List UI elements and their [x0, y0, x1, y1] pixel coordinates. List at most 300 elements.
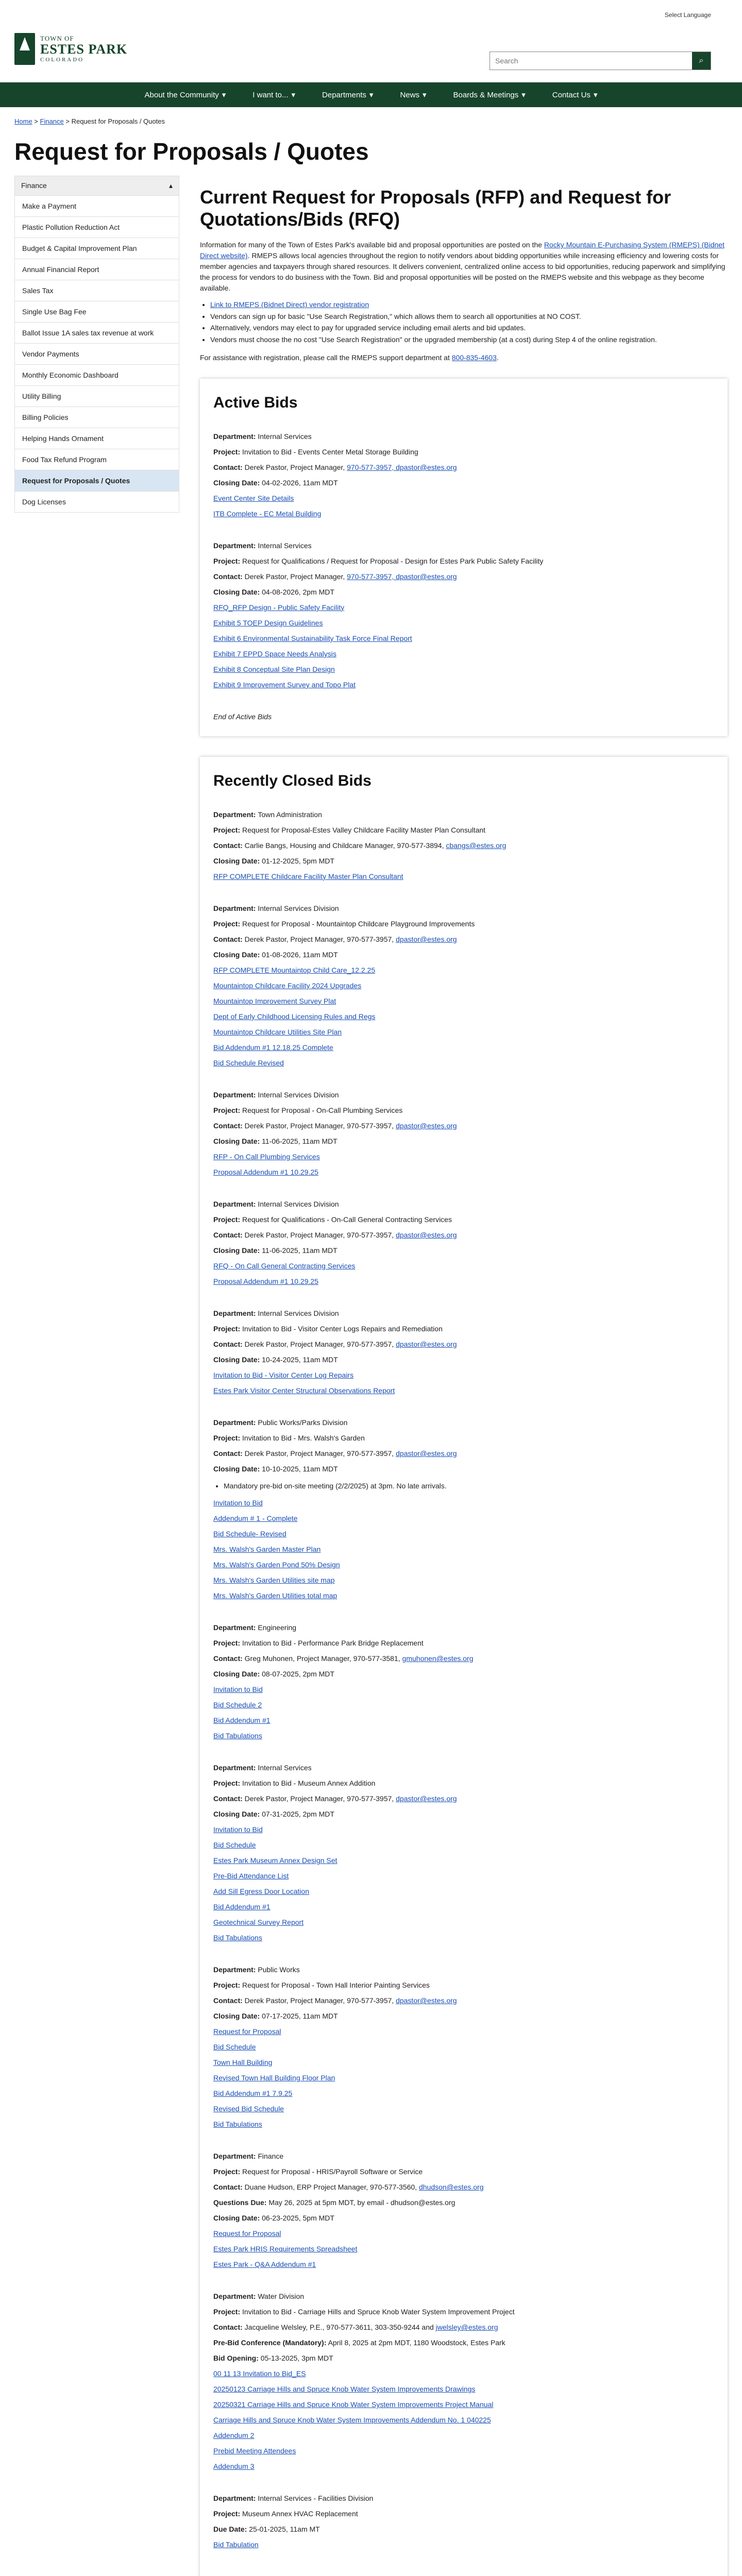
- nav-item-label: Contact Us: [552, 90, 591, 99]
- bid-document-link[interactable]: Geotechnical Survey Report: [213, 1918, 304, 1927]
- bid-contact: [213, 1996, 714, 2005]
- intro-heading: Current Request for Proposals (RFP) and Request for Quotations/Bids (RFQ): [200, 187, 671, 230]
- bid-project-value: Museum Annex HVAC Replacement: [242, 2510, 358, 2518]
- bid-entry: [213, 810, 714, 880]
- bid-entry: [213, 2494, 714, 2549]
- bid-date: [213, 2525, 714, 2533]
- assist-phone-link[interactable]: 800-835-4603: [451, 353, 497, 362]
- bid-project-label: Project:: [213, 556, 243, 565]
- bid-date-value: 05-13-2025, 3pm MDT: [260, 2354, 333, 2363]
- bid-contact: [213, 2183, 714, 2191]
- bid-document-link[interactable]: Exhibit 9 Improvement Survey and Topo Plat: [213, 680, 356, 689]
- sidebar-item[interactable]: Monthly Economic Dashboard: [14, 365, 179, 386]
- nav-item[interactable]: [309, 82, 386, 107]
- bid-department-label: Department:: [213, 810, 258, 819]
- bid-contact-label: Contact:: [213, 1449, 245, 1458]
- bid-date: [213, 2354, 714, 2362]
- bid-department: [213, 2292, 714, 2300]
- bid-document-link[interactable]: Bid Schedule Revised: [213, 1058, 284, 1067]
- bid-date-label: Closing Date:: [213, 1246, 260, 1255]
- bid-project: [213, 1325, 714, 1333]
- bid-document-link[interactable]: Mrs. Walsh's Garden Pond 50% Design: [213, 1561, 340, 1569]
- bid-department-value: Internal Services: [258, 541, 312, 550]
- sidebar-item[interactable]: Helping Hands Ornament: [14, 428, 179, 449]
- bid-contact-link[interactable]: dpastor@estes.org: [396, 1121, 457, 1130]
- bid-date-label: Closing Date:: [213, 1464, 260, 1473]
- bid-date-label: Closing Date:: [213, 950, 260, 959]
- bid-department-value: Internal Services Division: [258, 1309, 339, 1317]
- bid-document-link[interactable]: Addendum # 1 - Complete: [213, 1514, 298, 1523]
- bid-entry: [213, 1309, 714, 1395]
- bid-entry: [213, 432, 714, 518]
- bid-date-label: Closing Date:: [213, 2214, 260, 2223]
- bid-note: • Mandatory pre-bid on-site meeting (2/2/2025) at 3pm. No late arrivals.: [224, 1480, 714, 1492]
- bid-department: [213, 1200, 714, 1208]
- bid-document-link[interactable]: RFQ_RFP Design - Public Safety Facility: [213, 603, 345, 612]
- bid-project-value: Request for Qualifications / Request for Proposal - Design for Estes Park Public Safety Facility: [242, 556, 544, 565]
- bid-date: [213, 2214, 714, 2222]
- bid-contact-link[interactable]: dpastor@estes.org: [396, 1449, 457, 1458]
- bid-department: [213, 904, 714, 912]
- bid-department: [213, 1623, 714, 1632]
- bid-document-link[interactable]: Bid Addendum #1 7.9.25: [213, 2089, 293, 2098]
- bid-contact-label: Contact:: [213, 841, 245, 850]
- sidebar-item[interactable]: Request for Proposals / Quotes: [14, 470, 179, 492]
- bid-project-value: Invitation to Bid - Events Center Metal Storage Building: [242, 447, 418, 456]
- bid-department-label: Department:: [213, 2292, 258, 2301]
- nav-item[interactable]: [239, 82, 309, 107]
- bid-department-label: Department:: [213, 1764, 258, 1772]
- bid-document-link[interactable]: Town Hall Building: [213, 2058, 273, 2067]
- bid-project-value: Request for Proposal - Town Hall Interior Painting Services: [242, 1981, 430, 1990]
- site-logo[interactable]: [14, 33, 127, 65]
- bid-document-link[interactable]: Exhibit 5 TOEP Design Guidelines: [213, 618, 323, 627]
- bid-date-label: Closing Date:: [213, 587, 260, 596]
- intro-bullets: [210, 299, 728, 345]
- search-input[interactable]: [490, 52, 692, 70]
- bid-document-link[interactable]: Exhibit 7 EPPD Space Needs Analysis: [213, 649, 336, 658]
- intro-bullet: [210, 322, 728, 333]
- bid-document-link[interactable]: Addendum 3: [213, 2462, 255, 2471]
- bid-entry: [213, 1091, 714, 1176]
- bid-document-link[interactable]: ITB Complete - EC Metal Building: [213, 509, 322, 518]
- bid-date-value: 04-02-2026, 11am MDT: [262, 478, 338, 487]
- bid-project: [213, 448, 714, 456]
- bid-project-label: Project:: [213, 919, 243, 928]
- bid-document-link[interactable]: Estes Park Visitor Center Structural Observations Report: [213, 1386, 395, 1395]
- bid-document-link[interactable]: Bid Addendum #1: [213, 1903, 271, 1911]
- active-bids-title: Active Bids: [213, 394, 298, 411]
- bid-document-link[interactable]: Event Center Site Details: [213, 494, 294, 502]
- bid-document-link[interactable]: Request for Proposal: [213, 2027, 281, 2036]
- sidebar: [14, 176, 179, 2576]
- bid-document-link[interactable]: Bid Tabulation: [213, 2540, 259, 2549]
- breadcrumb-current: Request for Proposals / Quotes: [71, 117, 165, 125]
- breadcrumb-home[interactable]: Home: [14, 117, 32, 125]
- bid-date-value: 11-06-2025, 11am MDT: [262, 1137, 338, 1145]
- bid-contact-link[interactable]: gmuhonen@estes.org: [402, 1654, 474, 1663]
- bid-date-value: 25-01-2025, 11am MT: [249, 2525, 320, 2534]
- bid-date: [213, 1137, 714, 1145]
- bid-department-value: Internal Services Division: [258, 904, 339, 912]
- bid-contact-value: Derek Pastor, Project Manager, 970-577-3957,: [244, 1449, 396, 1458]
- sidebar-item[interactable]: Utility Billing: [14, 386, 179, 407]
- main-nav: [0, 82, 742, 107]
- intro-bullet-text: Alternatively, vendors may elect to pay for upgraded service including email alerts and bid updates.: [210, 324, 526, 332]
- bid-contact-link[interactable]: dpastor@estes.org: [396, 1996, 457, 2005]
- logo-top-text: TOWN OF: [40, 34, 74, 42]
- chevron-down-icon: ▾: [422, 91, 427, 99]
- bid-department-label: Department:: [213, 2152, 258, 2161]
- bid-department: [213, 1764, 714, 1772]
- bid-contact-link[interactable]: 970-577-3957, dpastor@estes.org: [347, 572, 457, 581]
- chevron-down-icon: ▾: [222, 91, 226, 99]
- sidebar-item[interactable]: Dog Licenses: [14, 492, 179, 513]
- nav-item-label: Departments: [322, 90, 366, 99]
- bid-contact-value: Derek Pastor, Project Manager, 970-577-3957,: [244, 935, 396, 943]
- bid-department-value: Water Division: [258, 2292, 305, 2301]
- bid-date-label: Closing Date:: [213, 478, 260, 487]
- chevron-down-icon: ▾: [369, 91, 374, 99]
- bid-project: [213, 1639, 714, 1647]
- bid-document-link[interactable]: Bid Tabulations: [213, 2120, 262, 2129]
- bid-contact-label: Contact:: [213, 572, 245, 581]
- bid-document-link[interactable]: Invitation to Bid - Visitor Center Log Repairs: [213, 1370, 354, 1379]
- bid-contact-value: Duane Hudson, ERP Project Manager, 970-577-3560,: [244, 2183, 419, 2192]
- nav-item[interactable]: [440, 82, 538, 107]
- search-box: [490, 52, 711, 70]
- bid-date-label: Closing Date:: [213, 1137, 260, 1145]
- bid-project-label: Project:: [213, 825, 243, 834]
- bid-contact-label: Contact:: [213, 2183, 245, 2192]
- bid-document-link[interactable]: 20250321 Carriage Hills and Spruce Knob Water System Improvements Project Manual: [213, 2400, 494, 2409]
- bid-date-value: 01-12-2025, 5pm MDT: [262, 856, 334, 865]
- bid-contact-link[interactable]: jwelsley@estes.org: [435, 2323, 498, 2332]
- bid-document-link[interactable]: Mountaintop Childcare Utilities Site Plan: [213, 1027, 342, 1036]
- bid-department: [213, 1309, 714, 1317]
- bid-date: [213, 857, 714, 865]
- bid-project-value: Request for Qualifications - On-Call General Contracting Services: [242, 1215, 452, 1224]
- breadcrumb: Home > Finance > Request for Proposals / Quotes: [14, 117, 165, 125]
- bid-document-link[interactable]: Bid Tabulations: [213, 1732, 262, 1740]
- bid-document-link[interactable]: Estes Park - Q&A Addendum #1: [213, 2260, 316, 2269]
- bid-contact: [213, 1340, 714, 1348]
- bid-project-label: Project:: [213, 447, 243, 456]
- sidebar-item[interactable]: Billing Policies: [14, 407, 179, 428]
- bid-department-label: Department:: [213, 1623, 258, 1632]
- bid-contact-value: Derek Pastor, Project Manager, 970-577-3957,: [244, 1340, 396, 1348]
- language-select[interactable]: Select Language: [664, 11, 711, 19]
- bid-document-link[interactable]: Addendum 2: [213, 2431, 255, 2440]
- bid-department: [213, 2494, 714, 2502]
- assist-text: For assistance with registration, please call the RMEPS support department at: [200, 353, 452, 362]
- bid-project: [213, 2167, 714, 2176]
- bid-document-link[interactable]: Bid Schedule: [213, 2043, 256, 2052]
- nav-item-label: About the Community: [144, 90, 219, 99]
- bid-document-link[interactable]: Mountaintop Improvement Survey Plat: [213, 996, 336, 1005]
- bid-contact-label: Contact:: [213, 1654, 245, 1663]
- bid-contact-link[interactable]: dhudson@estes.org: [418, 2183, 484, 2192]
- bid-document-link[interactable]: Mrs. Walsh's Garden Master Plan: [213, 1545, 321, 1554]
- bid-project-label: Project:: [213, 1215, 243, 1224]
- bid-notes: [224, 1480, 714, 1492]
- sidebar-item[interactable]: Single Use Bag Fee: [14, 301, 179, 323]
- bid-entry: [213, 2292, 714, 2470]
- nav-item[interactable]: [131, 82, 240, 107]
- bid-project-label: Project:: [213, 1106, 243, 1114]
- bid-contact-label: Contact:: [213, 1121, 245, 1130]
- bid-document-link[interactable]: Carriage Hills and Spruce Knob Water System Improvements Addendum No. 1 040225: [213, 2416, 491, 2425]
- bid-project-label: Project:: [213, 1639, 243, 1648]
- bid-project: [213, 1106, 714, 1114]
- bid-project: [213, 1779, 714, 1787]
- bid-entry: [213, 1965, 714, 2128]
- bid-document-link[interactable]: Bid Schedule 2: [213, 1701, 262, 1709]
- bid-project-value: Invitation to Bid - Visitor Center Logs Repairs and Remediation: [242, 1324, 443, 1333]
- bid-project-label: Project:: [213, 2167, 243, 2176]
- site-header: [0, 26, 742, 82]
- bid-document-link[interactable]: Estes Park HRIS Requirements Spreadsheet: [213, 2245, 358, 2253]
- bid-project: [213, 1215, 714, 1224]
- chevron-down-icon: ▾: [291, 91, 296, 99]
- page-title: Request for Proposals / Quotes: [14, 138, 369, 165]
- bid-document-link[interactable]: Bid Tabulations: [213, 1934, 262, 1942]
- nav-item-label: News: [400, 90, 419, 99]
- bid-entry: [213, 1200, 714, 1285]
- bid-document-link[interactable]: Revised Town Hall Building Floor Plan: [213, 2074, 335, 2082]
- bid-document-link[interactable]: RFP COMPLETE Mountaintop Child Care_12.2.25: [213, 965, 376, 974]
- bid-date-label: Closing Date:: [213, 1670, 260, 1679]
- bid-document-link[interactable]: RFP COMPLETE Childcare Facility Master Plan Consultant: [213, 872, 403, 880]
- bid-document-link[interactable]: Mrs. Walsh's Garden Utilities total map: [213, 1591, 338, 1600]
- sidebar-item[interactable]: Plastic Pollution Reduction Act: [14, 217, 179, 238]
- bid-department-label: Department:: [213, 1199, 258, 1208]
- bid-department: [213, 541, 714, 550]
- bid-project-value: Invitation to Bid - Museum Annex Addition: [242, 1779, 376, 1788]
- intro-bullet: [210, 299, 728, 310]
- registration-link[interactable]: Link to RMEPS (Bidnet Direct) vendor registration: [210, 300, 369, 309]
- active-bids-card: [200, 379, 728, 736]
- bid-extra-value: May 26, 2025 at 5pm MDT, by email - dhudson@estes.org: [268, 2198, 456, 2207]
- bid-contact-link[interactable]: dpastor@estes.org: [396, 1340, 457, 1348]
- bid-contact-link[interactable]: dpastor@estes.org: [396, 935, 457, 943]
- bid-document-link[interactable]: Bid Addendum #1: [213, 1716, 271, 1725]
- bid-department-value: Finance: [258, 2152, 284, 2161]
- bid-project-label: Project:: [213, 2510, 243, 2518]
- bid-contact-value: Derek Pastor, Project Manager, 970-577-3957,: [244, 1121, 396, 1130]
- bid-department-label: Department:: [213, 1309, 258, 1317]
- bid-department-value: Engineering: [258, 1623, 297, 1632]
- search-icon[interactable]: ⌕: [692, 52, 711, 70]
- bid-document-link[interactable]: Exhibit 8 Conceptual Site Plan Design: [213, 665, 335, 673]
- bid-document-link[interactable]: Bid Schedule- Revised: [213, 1530, 286, 1538]
- breadcrumb-finance[interactable]: Finance: [40, 117, 64, 125]
- bid-project: [213, 826, 714, 834]
- assist-paragraph: [200, 352, 728, 363]
- bid-project-value: Invitation to Bid - Performance Park Bridge Replacement: [242, 1639, 424, 1648]
- bid-project: [213, 1434, 714, 1442]
- intro-paragraph: [200, 240, 728, 294]
- bid-entry: [213, 541, 714, 689]
- bid-document-link[interactable]: 00 11 13 Invitation to Bid_ES: [213, 2369, 306, 2378]
- bid-contact-value: Derek Pastor, Project Manager, 970-577-3957,: [244, 1794, 396, 1803]
- bid-date-value: 11-06-2025, 11am MDT: [262, 1246, 338, 1255]
- bid-document-link[interactable]: Add Sill Egress Door Location: [213, 1887, 309, 1896]
- bid-project-label: Project:: [213, 2308, 243, 2316]
- bid-project-label: Project:: [213, 1981, 243, 1990]
- bid-extra: [213, 2338, 714, 2347]
- bid-document-link[interactable]: Invitation to Bid: [213, 1825, 263, 1834]
- bid-department-label: Department:: [213, 2494, 258, 2503]
- bid-extra-value: April 8, 2025 at 2pm MDT, 1180 Woodstock, Estes Park: [328, 2338, 505, 2347]
- bid-contact: [213, 463, 714, 471]
- assist-end: .: [496, 353, 499, 362]
- bid-entry: [213, 1623, 714, 1740]
- bid-document-link[interactable]: Mrs. Walsh's Garden Utilities site map: [213, 1576, 335, 1585]
- sidebar-item[interactable]: Budget & Capital Improvement Plan: [14, 238, 179, 259]
- bid-document-link[interactable]: Bid Addendum #1 12.18.25 Complete: [213, 1043, 333, 1052]
- bid-project-value: Request for Proposal - HRIS/Payroll Software or Service: [242, 2167, 423, 2176]
- bid-date: [213, 1810, 714, 1818]
- bid-extra-label: Pre-Bid Conference (Mandatory):: [213, 2338, 327, 2347]
- logo-bottom-text: COLORADO: [40, 57, 85, 63]
- bid-contact: [213, 1449, 714, 1458]
- logo-main-text: ESTES PARK: [40, 41, 128, 57]
- bid-document-link[interactable]: Bid Schedule: [213, 1841, 256, 1850]
- bid-document-link[interactable]: RFP - On Call Plumbing Services: [213, 1152, 320, 1161]
- bid-document-link[interactable]: 20250123 Carriage Hills and Spruce Knob Water System Improvements Drawings: [213, 2385, 476, 2394]
- bid-date: [213, 2012, 714, 2020]
- bid-contact-label: Contact:: [213, 463, 245, 471]
- bid-document-link[interactable]: Mountaintop Childcare Facility 2024 Upgrades: [213, 981, 362, 990]
- bid-date-label: Closing Date:: [213, 2012, 260, 2021]
- bid-department-value: Public Works: [258, 1965, 300, 1974]
- bid-extra: [213, 2198, 714, 2207]
- bid-contact-link[interactable]: 970-577-3957, dpastor@estes.org: [347, 463, 457, 471]
- bid-contact-label: Contact:: [213, 1996, 245, 2005]
- sidebar-item[interactable]: Ballot Issue 1A sales tax revenue at work: [14, 323, 179, 344]
- bid-contact: [213, 572, 714, 581]
- nav-item[interactable]: [386, 82, 440, 107]
- bid-contact: [213, 1122, 714, 1130]
- bid-department-value: Internal Services: [258, 432, 312, 440]
- bid-document-link[interactable]: Revised Bid Schedule: [213, 2105, 284, 2113]
- bid-document-link[interactable]: RFQ - On Call General Contracting Services: [213, 1261, 356, 1270]
- bid-date-label: Due Date:: [213, 2525, 247, 2534]
- closed-bids-card: [200, 757, 728, 2576]
- bid-department: [213, 810, 714, 819]
- bid-project: [213, 920, 714, 928]
- bid-date-value: 07-17-2025, 11am MDT: [262, 2012, 338, 2021]
- bid-contact-label: Contact:: [213, 1230, 245, 1239]
- bid-date-label: Closing Date:: [213, 1355, 260, 1364]
- bid-document-link[interactable]: Invitation to Bid: [213, 1499, 263, 1507]
- bid-department-label: Department:: [213, 1965, 258, 1974]
- bid-department-value: Internal Services Division: [258, 1090, 339, 1099]
- bid-contact: [213, 1654, 714, 1663]
- bid-document-link[interactable]: Exhibit 6 Environmental Sustainability Task Force Final Report: [213, 634, 412, 642]
- bid-date: [213, 951, 714, 959]
- bid-project: [213, 1981, 714, 1989]
- bid-date-label: Bid Opening:: [213, 2354, 259, 2363]
- bid-document-link[interactable]: Prebid Meeting Attendees: [213, 2447, 296, 2455]
- bid-contact: [213, 841, 714, 850]
- sidebar-header[interactable]: [14, 176, 179, 196]
- bid-department-label: Department:: [213, 904, 258, 912]
- bid-document-link[interactable]: Estes Park Museum Annex Design Set: [213, 1856, 338, 1865]
- nav-item[interactable]: [539, 82, 611, 107]
- intro-bullet: [210, 334, 728, 345]
- bid-contact-link[interactable]: dpastor@estes.org: [396, 1230, 457, 1239]
- sidebar-item[interactable]: Annual Financial Report: [14, 259, 179, 280]
- intro-text-b: . RMEPS allows local agencies throughout the region to notify vendors about bidding opportunities while increasing efficiency and lowering costs for member agencies and taxpayers through shared resources. It delivers convenient, centralized online access to bid opportunities, reducing paperwork and simplifying the process for vendors to do business with the Town. Bid and proposal opportunities will be posted on the RMEPS website and this webpage as they become available.: [200, 251, 726, 293]
- bid-project-label: Project:: [213, 1324, 243, 1333]
- bid-department-value: Town Administration: [258, 810, 322, 819]
- sidebar-item[interactable]: Make a Payment: [14, 196, 179, 217]
- town-logo-icon: [14, 33, 35, 65]
- main-content: [200, 176, 728, 2576]
- bid-document-link[interactable]: Invitation to Bid: [213, 1685, 263, 1694]
- sidebar-item[interactable]: Food Tax Refund Program: [14, 449, 179, 470]
- nav-item-label: I want to...: [252, 90, 289, 99]
- bid-document-link[interactable]: Proposal Addendum #1 10.29.25: [213, 1277, 318, 1285]
- bid-document-link[interactable]: Dept of Early Childhood Licensing Rules and Regs: [213, 1012, 376, 1021]
- bid-contact-value: Derek Pastor, Project Manager,: [244, 463, 347, 471]
- bid-contact: [213, 935, 714, 943]
- bid-department: [213, 1418, 714, 1427]
- bid-contact: [213, 1794, 714, 1803]
- bid-project-value: Request for Proposal - On-Call Plumbing Services: [242, 1106, 403, 1114]
- bid-department: [213, 2152, 714, 2160]
- bid-document-link[interactable]: Request for Proposal: [213, 2229, 281, 2238]
- bid-document-link[interactable]: Pre-Bid Attendance List: [213, 1872, 289, 1880]
- bid-contact-label: Contact:: [213, 1340, 245, 1348]
- bid-entry: [213, 1418, 714, 1600]
- rmeps-link[interactable]: Rocky Mountain E-Purchasing System (RMEPS) (Bidnet Direct website): [200, 241, 724, 260]
- bid-date-value: 08-07-2025, 2pm MDT: [262, 1670, 334, 1679]
- intro-text-a: Information for many of the Town of Estes Park's available bid and proposal opportunities are posted on the: [200, 241, 544, 249]
- bid-project: [213, 557, 714, 565]
- bid-project-value: Request for Proposal-Estes Valley Childcare Facility Master Plan Consultant: [242, 825, 486, 834]
- bid-date: [213, 479, 714, 487]
- bid-contact-link[interactable]: cbangs@estes.org: [446, 841, 507, 850]
- bid-document-link[interactable]: Proposal Addendum #1 10.29.25: [213, 1167, 318, 1176]
- bid-contact-value: Jacqueline Welsley, P.E., 970-577-3611, 303-350-9244 and: [244, 2323, 436, 2332]
- bid-department: [213, 432, 714, 440]
- bid-project: [213, 2308, 714, 2316]
- bid-department: [213, 1091, 714, 1099]
- bid-contact-label: Contact:: [213, 1794, 245, 1803]
- sidebar-item[interactable]: Vendor Payments: [14, 344, 179, 365]
- bid-department-label: Department:: [213, 1418, 258, 1427]
- bid-department-value: Internal Services Division: [258, 1199, 339, 1208]
- bid-date: [213, 1355, 714, 1364]
- bid-contact-link[interactable]: dpastor@estes.org: [396, 1794, 457, 1803]
- sidebar-item[interactable]: Sales Tax: [14, 280, 179, 301]
- bid-contact: [213, 1231, 714, 1239]
- bid-project-label: Project:: [213, 1779, 243, 1788]
- bid-date-value: 07-31-2025, 2pm MDT: [262, 1810, 334, 1819]
- bid-date-value: 10-24-2025, 11am MDT: [262, 1355, 338, 1364]
- bid-project: [213, 2510, 714, 2518]
- bid-extra-label: Questions Due:: [213, 2198, 267, 2207]
- bid-date-label: Closing Date:: [213, 1810, 260, 1819]
- intro-bullet-text: Vendors can sign up for basic "Use Search Registration," which allows them to search all opportunities at NO COST.: [210, 312, 581, 320]
- bid-contact-value: Carlie Bangs, Housing and Childcare Manager, 970-577-3894,: [244, 841, 446, 850]
- bid-entry: [213, 904, 714, 1067]
- bid-date-value: 10-10-2025, 11am MDT: [262, 1464, 338, 1473]
- bid-entry: [213, 1764, 714, 1942]
